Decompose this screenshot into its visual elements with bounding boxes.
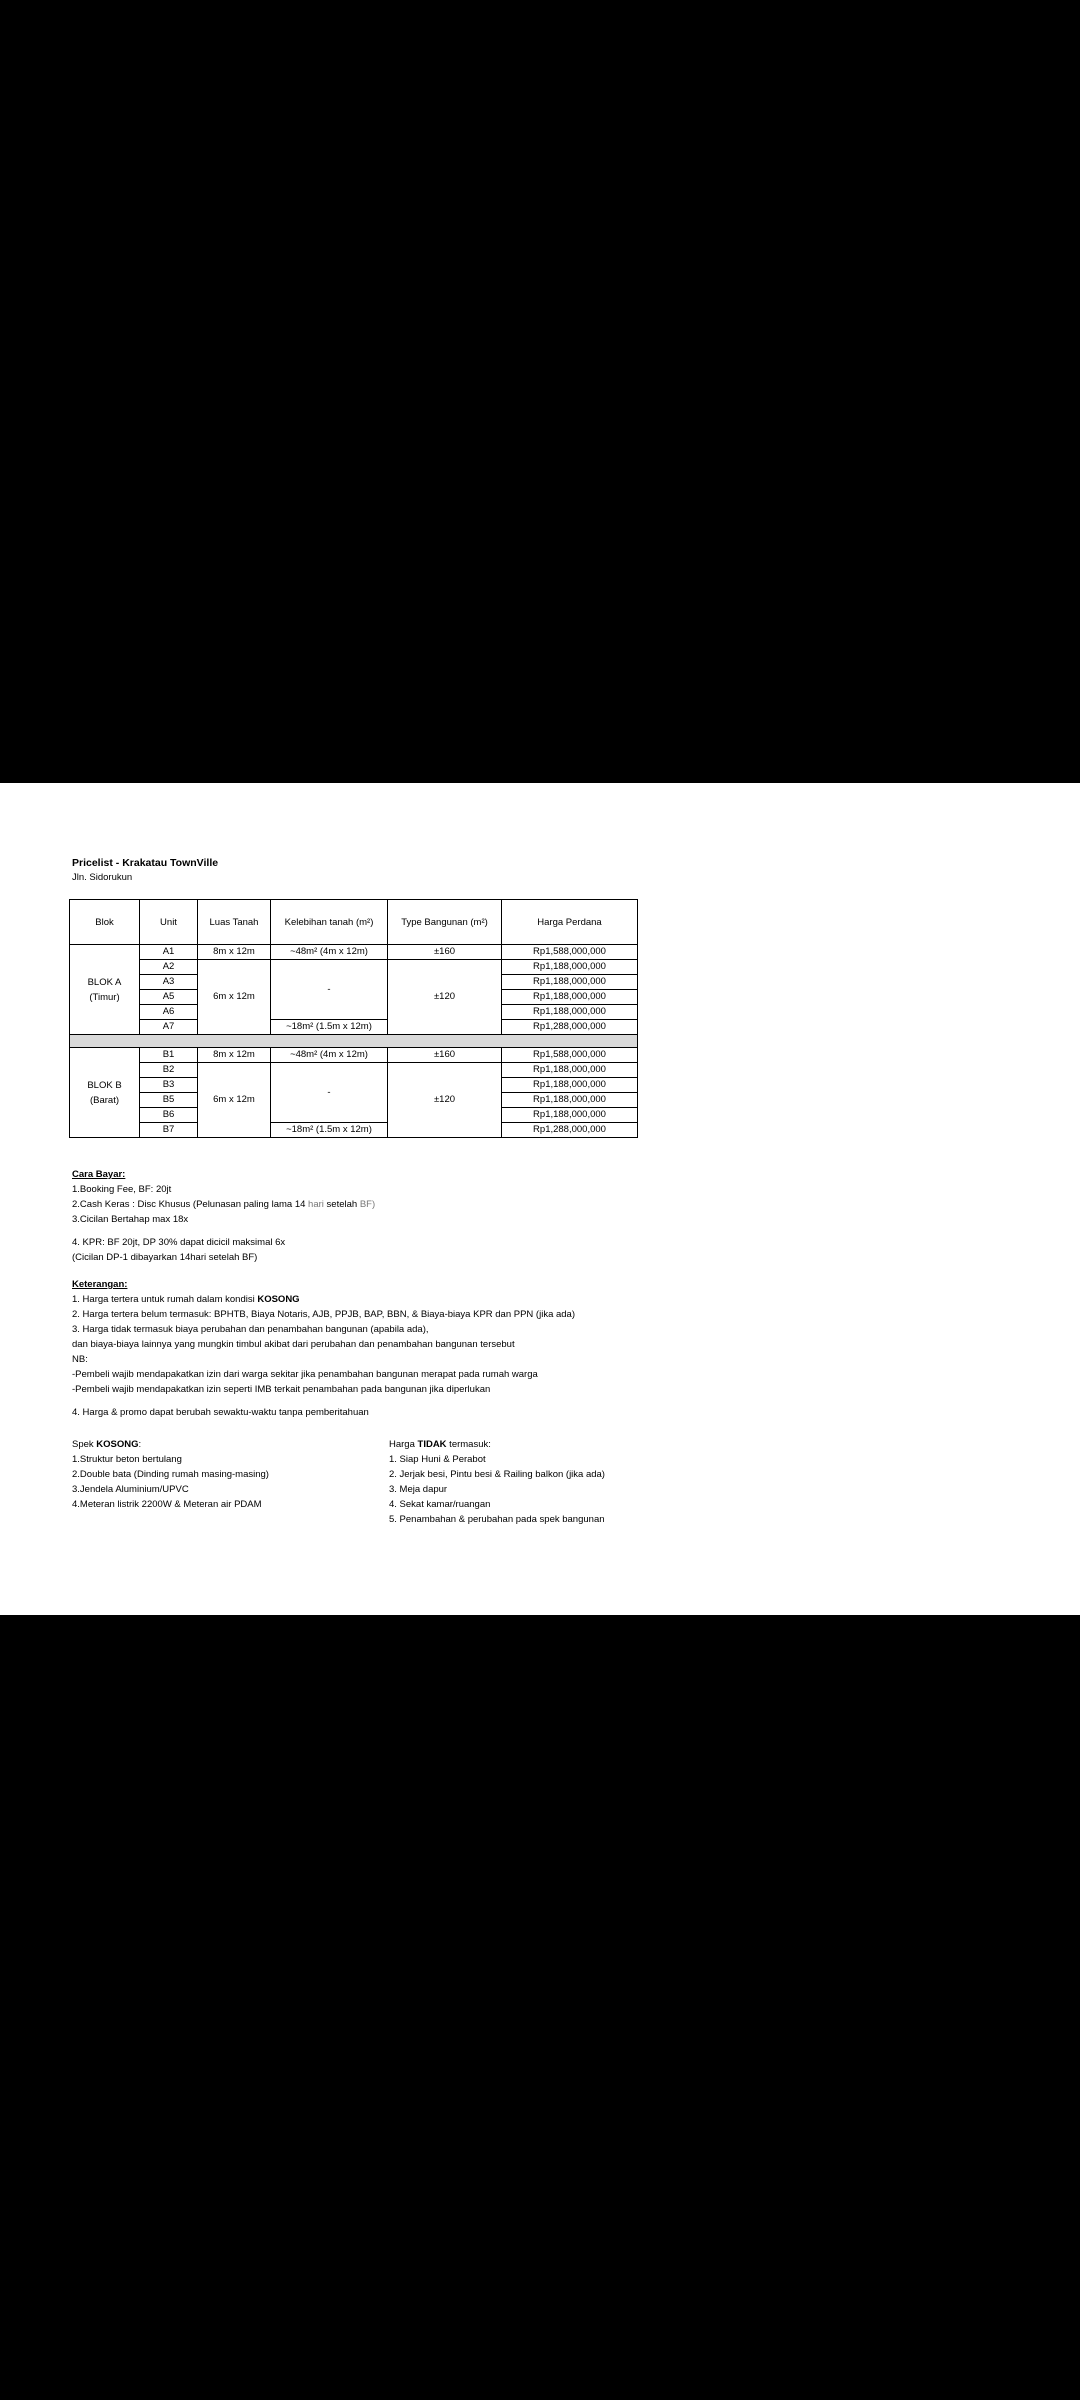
harga-cell: Rp1,288,000,000 (502, 1123, 638, 1138)
text-span: KOSONG (257, 1294, 300, 1305)
tidak-item: 3. Meja dapur (389, 1484, 448, 1495)
keterangan-heading: Keterangan: (72, 1279, 128, 1290)
price-table (69, 899, 638, 1138)
blok-b-cell (70, 1048, 140, 1138)
col-header: Kelebihan tanah (m²) (271, 900, 388, 945)
page-title: Pricelist - Krakatau TownVille (72, 857, 219, 869)
table-header-row (70, 900, 638, 945)
type-cell: ±120 (388, 1063, 502, 1138)
spek-item: 3.Jendela Aluminium/UPVC (72, 1484, 189, 1495)
text-span: Spek (72, 1439, 97, 1450)
luas-cell: 8m x 12m (198, 1048, 271, 1063)
text-span: TIDAK (417, 1439, 447, 1450)
tidak-heading (389, 1437, 605, 1452)
separator-row (70, 1035, 638, 1048)
col-header: Luas Tanah (198, 900, 271, 945)
document-page (0, 783, 1080, 1615)
type-cell: ±160 (388, 1048, 502, 1063)
cara-bayar-heading: Cara Bayar: (72, 1169, 126, 1180)
unit-cell: A6 (140, 1005, 198, 1020)
harga-cell: Rp1,188,000,000 (502, 975, 638, 990)
text-span: BF) (359, 1199, 376, 1210)
table-row (70, 1020, 638, 1035)
keterangan-line: 3. Harga tidak termasuk biaya perubahan dan penambahan bangunan (apabila ada), (72, 1324, 429, 1335)
kelebihan-cell: ~18m² (1.5m x 12m) (271, 1020, 388, 1035)
cara-bayar-line: 3.Cicilan Bertahap max 18x (72, 1214, 189, 1225)
text-span: Harga (389, 1439, 418, 1450)
unit-cell: A2 (140, 960, 198, 975)
blok-label: BLOK B (87, 1079, 122, 1091)
col-header: Type Bangunan (m²) (388, 900, 502, 945)
harga-cell: Rp1,588,000,000 (502, 945, 638, 960)
tidak-item: 4. Sekat kamar/ruangan (389, 1499, 491, 1510)
luas-cell: 8m x 12m (198, 945, 271, 960)
harga-cell: Rp1,288,000,000 (502, 1020, 638, 1035)
spek-heading (72, 1437, 269, 1452)
keterangan-line (72, 1292, 575, 1307)
spek-item: 4.Meteran listrik 2200W & Meteran air PDAM (72, 1499, 262, 1510)
unit-cell: B2 (140, 1063, 198, 1078)
cara-bayar-section (72, 1167, 375, 1265)
kelebihan-cell: ~18m² (1.5m x 12m) (271, 1123, 388, 1138)
keterangan-section (72, 1277, 575, 1420)
unit-cell: B3 (140, 1078, 198, 1093)
text-span: KOSONG (96, 1439, 139, 1450)
kelebihan-cell: ~48m² (4m x 12m) (271, 945, 388, 960)
table-row (70, 1123, 638, 1138)
blok-sub: (Timur) (89, 991, 120, 1003)
harga-cell: Rp1,188,000,000 (502, 990, 638, 1005)
cara-bayar-line: (Cicilan DP-1 dibayarkan 14hari setelah BF) (72, 1252, 258, 1263)
luas-cell: 6m x 12m (198, 1063, 271, 1138)
unit-cell: B5 (140, 1093, 198, 1108)
spek-item: 1.Struktur beton bertulang (72, 1454, 182, 1465)
table-row (70, 1063, 638, 1078)
text-span: setelah (323, 1199, 360, 1210)
text-span: termasuk: (446, 1439, 491, 1450)
unit-cell: B6 (140, 1108, 198, 1123)
text-span: 1. Harga tertera untuk rumah dalam kondisi (72, 1294, 258, 1305)
table-row (70, 1048, 638, 1063)
blok-a-cell (70, 945, 140, 1035)
col-header: Blok (70, 900, 140, 945)
type-cell: ±120 (388, 960, 502, 1035)
keterangan-line: -Pembeli wajib mendapakatkan izin dari warga sekitar jika penambahan bangunan merapat pada rumah warga (72, 1369, 538, 1380)
keterangan-line: NB: (72, 1354, 88, 1365)
unit-cell: A5 (140, 990, 198, 1005)
luas-cell: 6m x 12m (198, 960, 271, 1035)
separator-cell (70, 1035, 638, 1048)
kelebihan-cell: - (271, 960, 388, 1020)
cara-bayar-line: 4. KPR: BF 20jt, DP 30% dapat dicicil maksimal 6x (72, 1237, 286, 1248)
keterangan-line: dan biaya-biaya lainnya yang mungkin timbul akibat dari perubahan dan penambahan bangunan tersebut (72, 1339, 515, 1350)
spek-section (72, 1437, 269, 1512)
harga-cell: Rp1,188,000,000 (502, 1093, 638, 1108)
unit-cell: B7 (140, 1123, 198, 1138)
cara-bayar-line: 1.Booking Fee, BF: 20jt (72, 1184, 172, 1195)
harga-cell: Rp1,188,000,000 (502, 1108, 638, 1123)
keterangan-line: 4. Harga & promo dapat berubah sewaktu-waktu tanpa pemberitahuan (72, 1407, 369, 1418)
type-cell: ±160 (388, 945, 502, 960)
unit-cell: A1 (140, 945, 198, 960)
table-row (70, 945, 638, 960)
spek-item: 2.Double bata (Dinding rumah masing-masing) (72, 1469, 269, 1480)
blok-label: BLOK A (87, 976, 122, 988)
page-subtitle: Jln. Sidorukun (72, 872, 133, 883)
harga-cell: Rp1,188,000,000 (502, 960, 638, 975)
tidak-item: 2. Jerjak besi, Pintu besi & Railing balkon (jika ada) (389, 1469, 605, 1480)
kelebihan-cell: - (271, 1063, 388, 1123)
tidak-item: 1. Siap Huni & Perabot (389, 1454, 486, 1465)
text-span: hari (308, 1199, 324, 1210)
text-span: : (138, 1439, 142, 1450)
tidak-termasuk-section (389, 1437, 605, 1527)
text-span: 2.Cash Keras : Disc Khusus (Pelunasan paling lama 14 (72, 1199, 309, 1210)
unit-cell: A7 (140, 1020, 198, 1035)
harga-cell: Rp1,588,000,000 (502, 1048, 638, 1063)
col-header: Unit (140, 900, 198, 945)
harga-cell: Rp1,188,000,000 (502, 1063, 638, 1078)
unit-cell: B1 (140, 1048, 198, 1063)
table-row (70, 960, 638, 975)
cara-bayar-line (72, 1197, 375, 1212)
keterangan-line: 2. Harga tertera belum termasuk: BPHTB, Biaya Notaris, AJB, PPJB, BAP, BBN, & Biaya-biaya KPR dan PPN (jika ada) (72, 1309, 576, 1320)
harga-cell: Rp1,188,000,000 (502, 1078, 638, 1093)
kelebihan-cell: ~48m² (4m x 12m) (271, 1048, 388, 1063)
unit-cell: A3 (140, 975, 198, 990)
harga-cell: Rp1,188,000,000 (502, 1005, 638, 1020)
tidak-item: 5. Penambahan & perubahan pada spek bangunan (389, 1514, 605, 1525)
blok-sub: (Barat) (89, 1094, 120, 1106)
col-header: Harga Perdana (502, 900, 638, 945)
keterangan-line: -Pembeli wajib mendapakatkan izin seperti IMB terkait penambahan pada bangunan jika diperlukan (72, 1384, 491, 1395)
